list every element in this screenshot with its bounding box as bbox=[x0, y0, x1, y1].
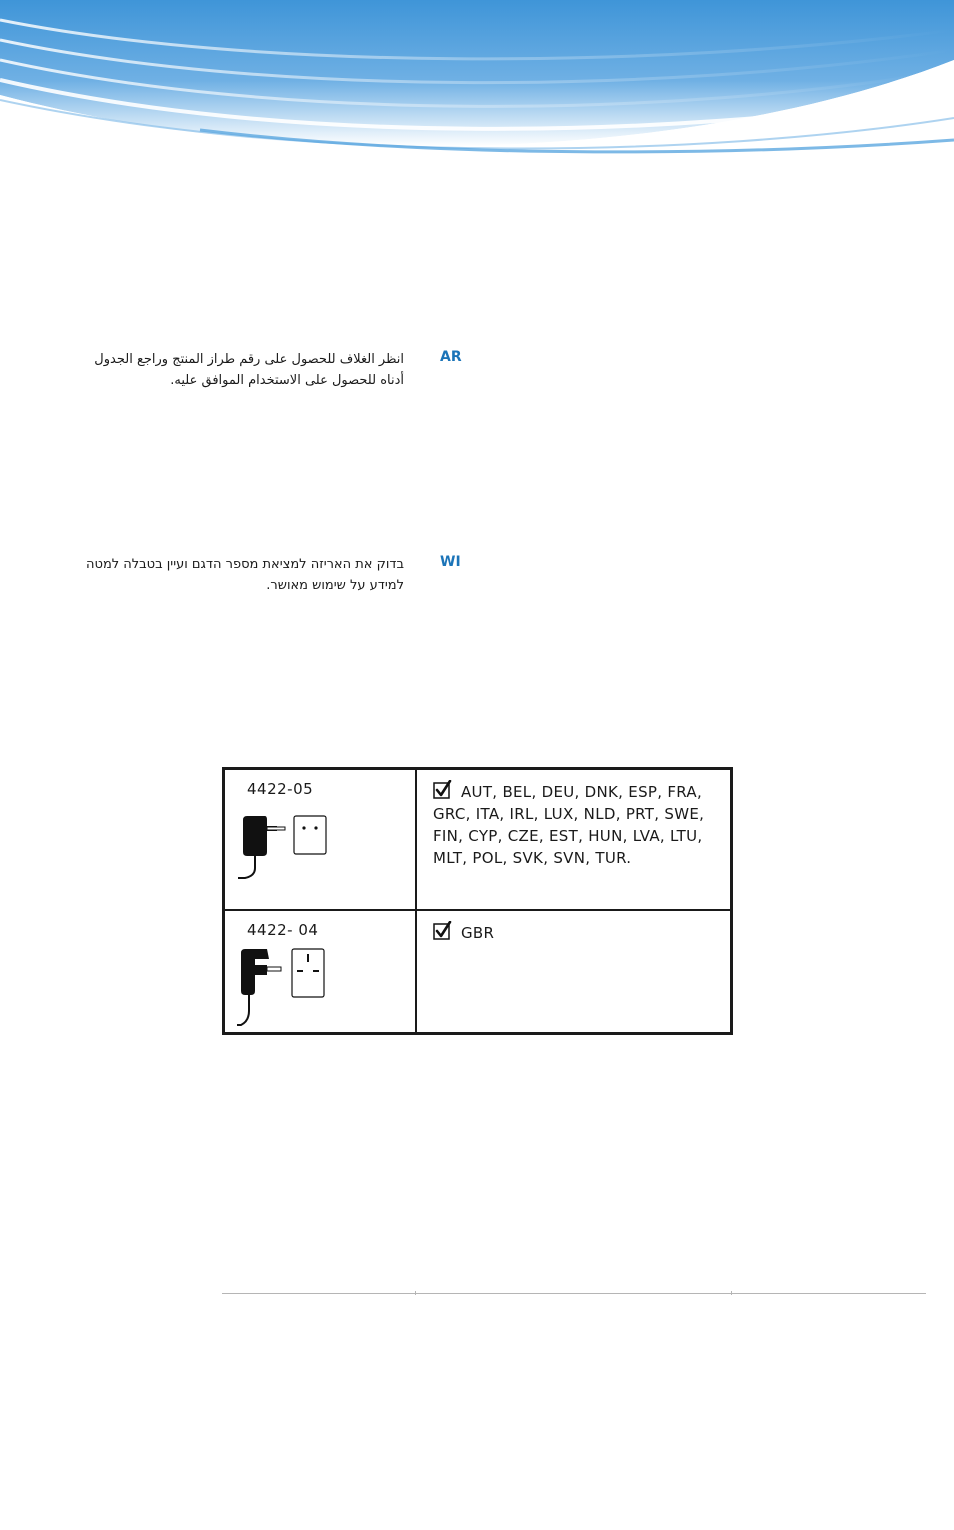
model-cell bbox=[225, 911, 417, 1032]
country-codes: GBR bbox=[461, 924, 495, 942]
language-code: AR bbox=[440, 349, 462, 365]
language-code: WI bbox=[440, 554, 461, 570]
uk-plug-icon bbox=[233, 943, 333, 1029]
language-block-ar bbox=[70, 349, 464, 393]
countries-cell bbox=[417, 911, 730, 1032]
checkbox-checked-icon bbox=[433, 921, 453, 941]
footer-divider-tick bbox=[731, 1291, 732, 1295]
model-cell bbox=[225, 770, 417, 909]
language-block-wi bbox=[70, 554, 464, 598]
model-number: 4422-05 bbox=[247, 780, 314, 798]
table-row bbox=[225, 770, 730, 911]
language-text: בדוק את האריזה למציאת מספר הדגם ועיין בטבלה למטה למידע על שימוש מאושר. bbox=[86, 557, 404, 593]
table-row bbox=[225, 911, 730, 1032]
country-codes: AUT, BEL, DEU, DNK, ESP, FRA, GRC, ITA, IRL, LUX, NLD, PRT, SWE, FIN, CYP, CZE, EST, HUN, LVA, LTU, MLT, POL, SVK, SVN, TUR. bbox=[433, 783, 705, 867]
model-number: 4422- 04 bbox=[247, 921, 319, 939]
country-list bbox=[433, 921, 725, 944]
countries-cell bbox=[417, 770, 730, 909]
country-list bbox=[433, 780, 725, 869]
euro-plug-icon bbox=[233, 808, 333, 880]
header-wave-banner bbox=[0, 0, 954, 165]
checkbox-checked-icon bbox=[433, 780, 453, 800]
footer-divider bbox=[222, 1293, 926, 1294]
footer-divider-tick bbox=[415, 1291, 416, 1295]
language-text: انظر الغلاف للحصول على رقم طراز المنتج وراجع الجدول أدناه للحصول على الاستخدام الموافق عليه. bbox=[94, 352, 404, 388]
compatibility-table bbox=[222, 767, 733, 1035]
